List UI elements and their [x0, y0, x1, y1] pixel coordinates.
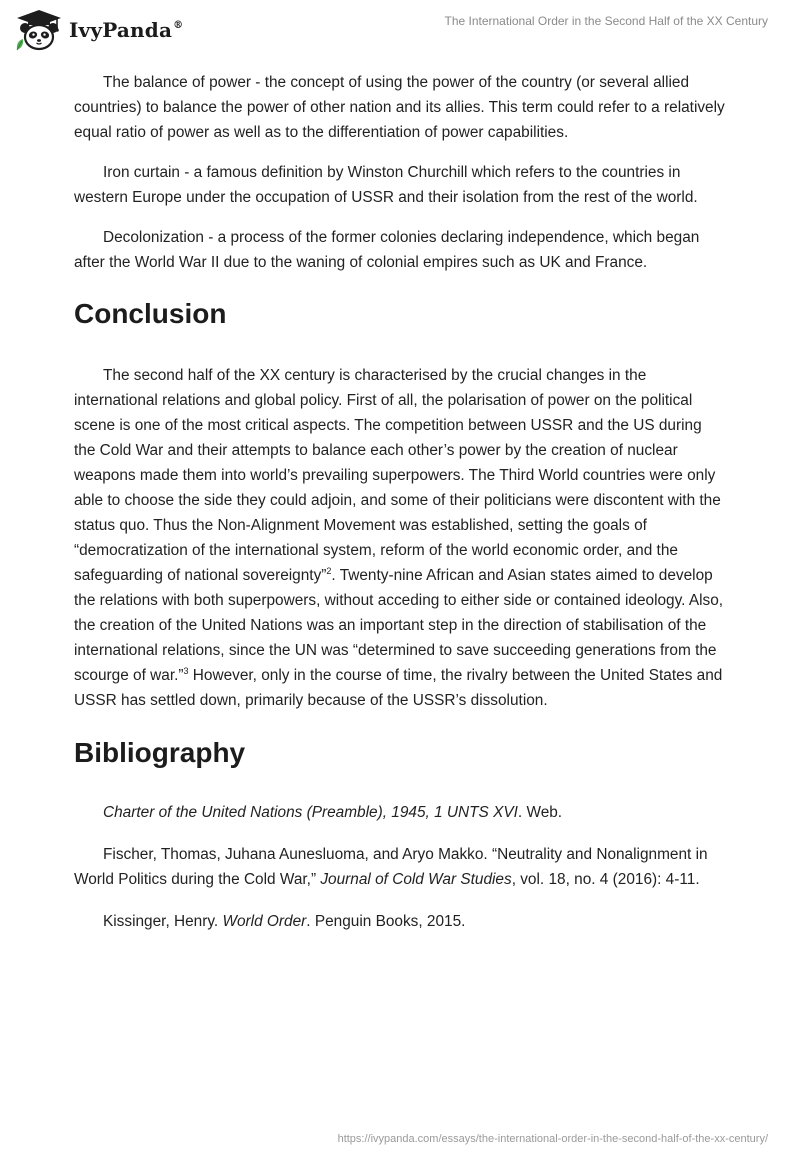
- document-title: The International Order in the Second Half of the XX Century: [444, 14, 768, 28]
- bibliography-heading: Bibliography: [74, 737, 246, 768]
- bibliography-entry: [74, 842, 726, 892]
- definitions-section: [74, 70, 726, 275]
- footnote-ref-2[interactable]: 2: [326, 566, 332, 576]
- source-url[interactable]: https://ivypanda.com/essays/the-international-order-in-the-second-half-of-the-xx-century/: [337, 1133, 768, 1145]
- bib-entry-suffix: , vol. 18, no. 4 (2016): 4-11.: [511, 871, 700, 888]
- logo-wordmark: IvyPanda®: [69, 18, 184, 42]
- bib-entry-title: World Order: [222, 913, 307, 930]
- bib-entry-suffix: . Penguin Books, 2015.: [306, 913, 466, 930]
- conclusion-text-part2: . Twenty-nine African and Asian states aimed to develop the relations with both superpowers, without acceding to either side or contained ideology. Also, the creation of the United Nations was an important step in the direction of stabilisation of the international relations, since the UN was “determined to save succeeding generations from the scourge of war.”: [74, 567, 724, 684]
- panda-graduate-icon: [14, 8, 64, 52]
- bibliography-entry: [74, 909, 726, 934]
- bib-entry-title: Charter of the United Nations (Preamble), 1945, 1 UNTS XVI: [103, 804, 518, 821]
- bib-entry-suffix: . Web.: [517, 804, 563, 821]
- bib-entry-prefix: Kissinger, Henry.: [103, 913, 223, 930]
- conclusion-text-part3: However, only in the course of time, the rivalry between the United States and USSR has settled down, primarily because of the USSR’s dissolution.: [74, 667, 723, 709]
- ivypanda-logo[interactable]: [14, 8, 183, 52]
- bibliography-entry: [74, 800, 726, 825]
- conclusion-section: [74, 363, 726, 713]
- definition-balance-of-power: The balance of power - the concept of using the power of the country (or several allied countries) to balance the power of other nation and its allies. This term could refer to a relatively equal ratio of power as well as to the differentiation of power capabilities.: [74, 74, 725, 141]
- page-header: [0, 0, 800, 60]
- bibliography-section: [74, 800, 726, 934]
- definition-decolonization: Decolonization - a process of the former colonies declaring independence, which began after the World War II due to the waning of colonial empires such as UK and France.: [74, 229, 700, 271]
- bib-entry-title: Journal of Cold War Studies: [320, 871, 512, 888]
- footnote-ref-3[interactable]: 3: [183, 666, 189, 676]
- definition-iron-curtain: Iron curtain - a famous definition by Winston Churchill which refers to the countries in western Europe under the occupation of USSR and their isolation from the rest of the world.: [74, 164, 698, 206]
- conclusion-heading: Conclusion: [74, 298, 227, 329]
- conclusion-text-part1: The second half of the XX century is characterised by the crucial changes in the international relations and global policy. First of all, the polarisation of power on the political scene is one of the most critical aspects. The competition between USSR and the US during the Cold War and their attempts to balance each other’s power by the creation of nuclear weapons made them into world’s prevailing superpowers. The Third World countries were only able to choose the side they could adjoin, and some of their politicians were discontent with the status quo. Thus the Non-Alignment Movement was established, setting the goals of “democratization of the international system, reform of the world economic order, and the safeguarding of national sovereignty”: [74, 367, 721, 584]
- conclusion-paragraph: [74, 363, 726, 713]
- essay-content: [74, 70, 726, 951]
- bib-entry-prefix: Fischer, Thomas, Juhana Aunesluoma, and Aryo Makko. “Neutrality and Nonalignment in World Politics during the Cold War,”: [74, 846, 708, 888]
